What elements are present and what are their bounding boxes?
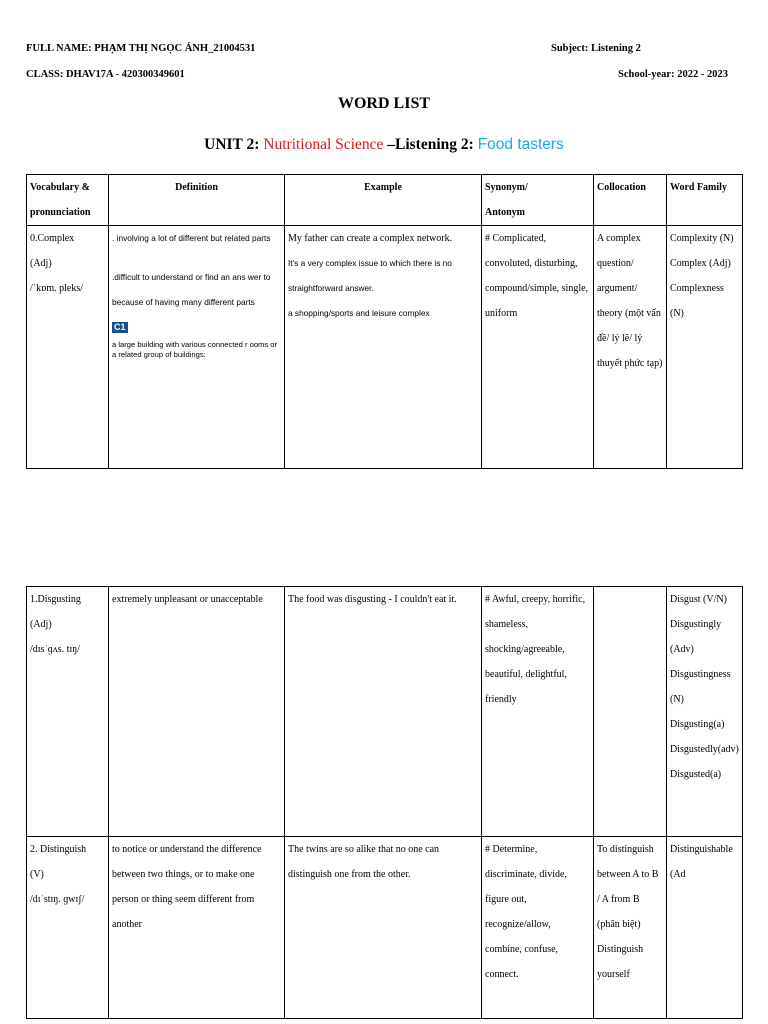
col-synonym: Synonym/ Antonym — [482, 175, 594, 226]
unit-subtopic: Food tasters — [477, 136, 564, 153]
col-definition: Definition — [109, 175, 285, 226]
word-table-2 — [26, 586, 743, 1019]
pronunciation: /dɪsˈɡʌs. tɪŋ/ — [30, 644, 80, 655]
unit-middle: –Listening 2: — [383, 136, 478, 153]
part-of-speech: (V) — [30, 869, 44, 880]
class-info: CLASS: DHAV17A - 420300349601 — [26, 69, 185, 80]
part-of-speech: (Adj) — [30, 619, 52, 630]
definition-2: .difficult to understand or find an ans wer to because of having many different parts — [112, 272, 271, 307]
family-item: (Ad — [670, 869, 686, 880]
header-row — [27, 175, 743, 226]
col-example: Example — [285, 175, 482, 226]
family-item: Disgustingly — [670, 619, 722, 630]
col-vocabulary: Vocabulary & pronunciation — [27, 175, 109, 226]
unit-topic: Nutritional Science — [263, 136, 384, 153]
subject: Subject: Listening 2 — [551, 43, 641, 54]
word-family-cell — [667, 587, 743, 837]
vocab-cell — [27, 226, 109, 469]
synonym-cell: # Complicated, convoluted, disturbing, compound/simple, single, uniform — [482, 226, 594, 469]
example-cell: The food was disgusting - I couldn't eat it. — [285, 587, 482, 837]
family-item: Complexness (N) — [670, 283, 724, 319]
full-name: FULL NAME: PHẠM THỊ NGỌC ÁNH_21004531 — [26, 43, 256, 54]
cefr-level-badge: C1 — [114, 322, 126, 332]
family-item: Disgustedly(adv) — [670, 744, 739, 755]
school-year: School-year: 2022 - 2023 — [618, 69, 728, 80]
word-family-cell — [667, 226, 743, 469]
unit-prefix: UNIT 2: — [204, 136, 264, 153]
collocation-cell: To distinguish between A to B / A from B (phân biệt) Distinguish yourself — [594, 837, 667, 1019]
pronunciation: /ˈkɒm. pleks/ — [30, 283, 84, 294]
family-item: Disgusting(a) — [670, 719, 725, 730]
col-word-family: Word Family — [667, 175, 743, 226]
word: 0.Complex — [30, 233, 75, 244]
definition-cell: extremely unpleasant or unacceptable — [109, 587, 285, 837]
word: 2. Distinguish — [30, 844, 87, 855]
definition-1: . involving a lot of different but related parts — [112, 233, 271, 243]
family-item: Disgust (V/N) — [670, 594, 727, 605]
family-item: Disgusted(a) — [670, 769, 722, 780]
family-item: (N) — [670, 694, 684, 705]
word-table-1 — [26, 174, 743, 469]
family-item: Complex (Adj) — [670, 258, 731, 269]
collocation-cell: A complex question/ argument/ theory (một vấn đề/ lý lẽ/ lý thuyết phức tạp) — [594, 226, 667, 469]
page-title: WORD LIST — [337, 95, 431, 112]
example-3: a shopping/sports and leisure complex — [288, 308, 430, 318]
family-item: Complexity (N) — [670, 233, 734, 244]
synonym-cell: # Awful, creepy, horrific, shameless, shocking/agreeable, beautiful, delightful, friendly — [482, 587, 594, 837]
synonym-cell: # Determine, discriminate, divide, figure out, recognize/allow, combine, confuse, connect. — [482, 837, 594, 1019]
family-item: (Adv) — [670, 644, 694, 655]
unit-heading — [0, 136, 768, 154]
example-cell — [285, 226, 482, 469]
part-of-speech: (Adj) — [30, 258, 52, 269]
example-1: My father can create a complex network. — [288, 233, 453, 244]
family-item: Disgustingness — [670, 669, 731, 680]
definition-cell — [109, 226, 285, 469]
definition-3: a large building with various connected r ooms or a related group of buildings: — [112, 340, 278, 359]
word-family-cell — [667, 837, 743, 1019]
example-2: It's a very complex issue to which there is no straightforward answer. — [288, 258, 452, 293]
col-collocation: Collocation — [594, 175, 667, 226]
vocab-cell — [27, 587, 109, 837]
collocation-cell — [594, 587, 667, 837]
vocab-cell — [27, 837, 109, 1019]
word: 1.Disgusting — [30, 594, 81, 605]
pronunciation: /dɪˈstɪŋ. ɡwɪʃ/ — [30, 894, 85, 905]
definition-cell: to notice or understand the difference between two things, or to make one person or thing seem different from another — [109, 837, 285, 1019]
family-item: Distinguishable — [670, 844, 733, 855]
table-row — [27, 587, 743, 837]
table-row — [27, 837, 743, 1019]
example-cell: The twins are so alike that no one can distinguish one from the other. — [285, 837, 482, 1019]
table-row — [27, 226, 743, 469]
